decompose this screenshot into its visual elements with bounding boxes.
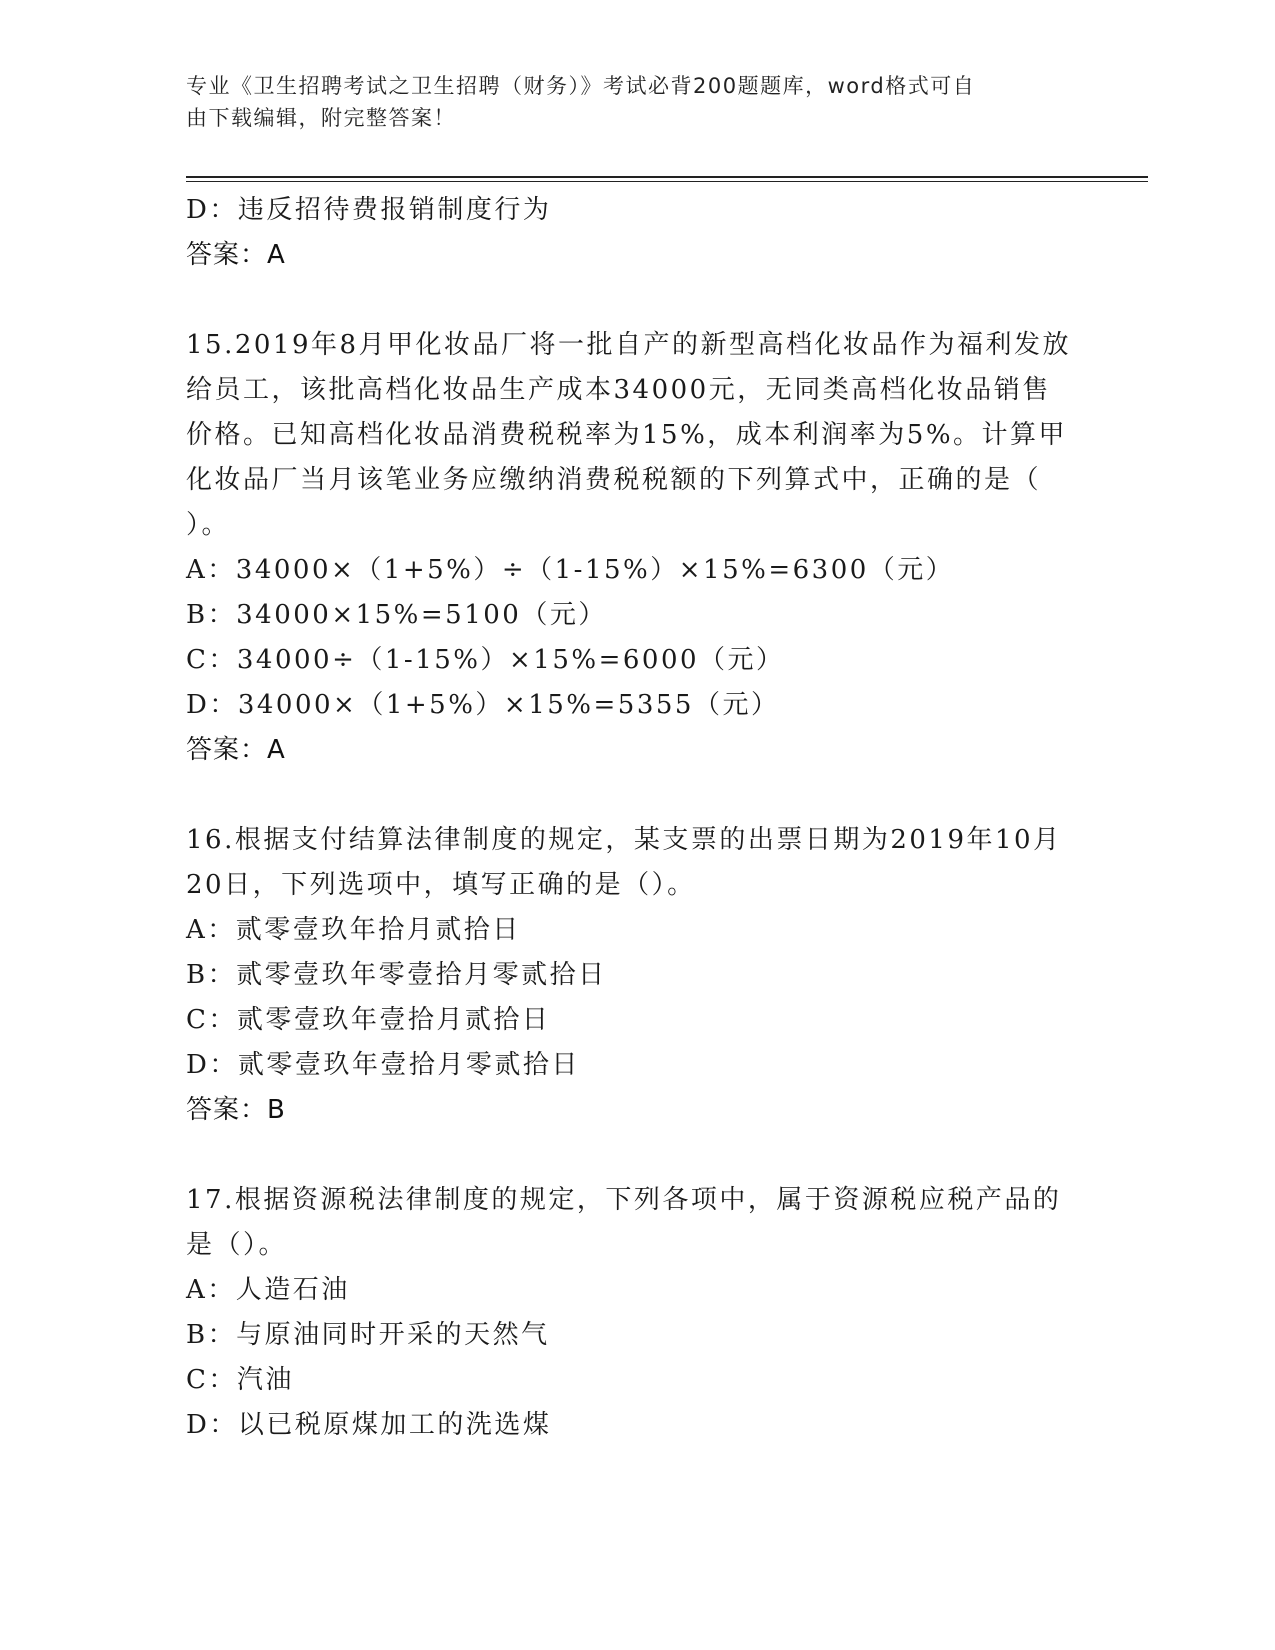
option-d: D：违反招待费报销制度行为 [186,195,552,225]
option-c: C：34000÷（1-15%）×15%=6000（元） [186,645,785,675]
option-d: D：以已税原煤加工的洗选煤 [186,1410,552,1440]
question-text-line: 17.根据资源税法律制度的规定，下列各项中，属于资源税应税产品的 [186,1185,1062,1215]
spacer [186,773,1086,818]
option-a: A：人造石油 [186,1275,350,1305]
question-text-line: ）。 [186,510,231,540]
option-a: A：贰零壹玖年拾月贰拾日 [186,915,521,945]
question-text-line: 20日，下列选项中，填写正确的是（）。 [186,870,696,900]
question-15 [186,323,1086,773]
question-text-line: 16.根据支付结算法律制度的规定，某支票的出票日期为2019年10月 [186,825,1062,855]
header-rule-thick [186,176,1148,178]
option-b: B：34000×15%=5100（元） [186,600,607,630]
answer-line: 答案：B [186,1095,286,1125]
option-d: D：贰零壹玖年壹拾月零贰拾日 [186,1050,580,1080]
question-text-line: 是（）。 [186,1230,288,1260]
header-line-1: 专业《卫生招聘考试之卫生招聘（财务）》考试必背200题题库，word格式可自 [186,74,976,98]
header-rule-thin [186,181,1148,182]
question-text-line: 化妆品厂当月该笔业务应缴纳消费税税额的下列算式中，正确的是（ [186,465,1042,495]
question-content [186,188,1086,1448]
answer-line: 答案：A [186,735,286,765]
question-text-line: 15.2019年8月甲化妆品厂将一批自产的新型高档化妆品作为福利发放 [186,330,1072,360]
header-line-2: 由下载编辑，附完整答案！ [186,106,456,130]
option-c: C：汽油 [186,1365,294,1395]
option-b: B：与原油同时开采的天然气 [186,1320,550,1350]
spacer [186,278,1086,323]
option-c: C：贰零壹玖年壹拾月贰拾日 [186,1005,551,1035]
option-a: A：34000×（1+5%）÷（1-15%）×15%=6300（元） [186,555,955,585]
question-text-line: 价格。已知高档化妆品消费税税率为15%，成本利润率为5%。计算甲 [186,420,1068,450]
option-b: B：贰零壹玖年零壹拾月零贰拾日 [186,960,607,990]
option-d: D：34000×（1+5%）×15%=5355（元） [186,690,780,720]
question-17 [186,1178,1086,1448]
previous-question-tail [186,188,1086,278]
answer-line: 答案：A [186,240,286,270]
document-header [186,70,1066,134]
question-16 [186,818,1086,1133]
spacer [186,1133,1086,1178]
question-text-line: 给员工，该批高档化妆品生产成本34000元，无同类高档化妆品销售 [186,375,1051,405]
